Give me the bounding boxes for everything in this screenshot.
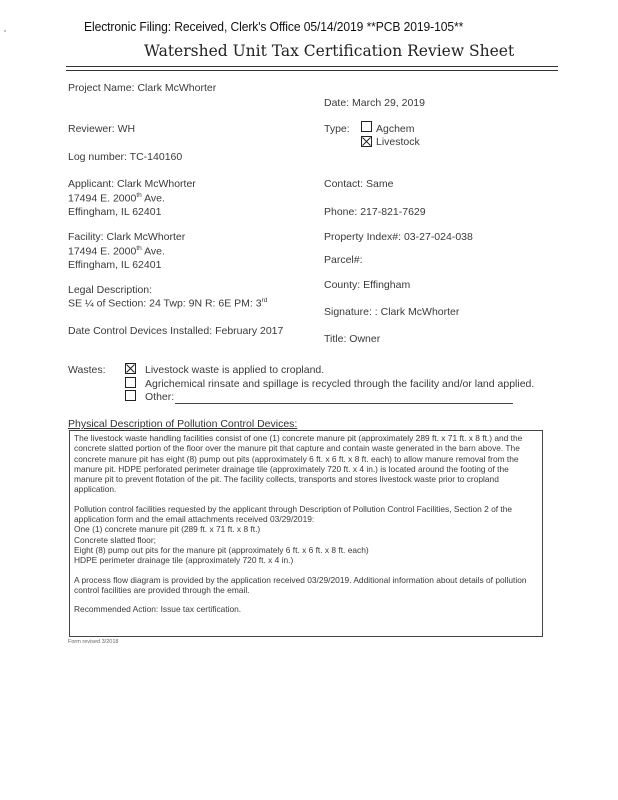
description-paragraph: A process flow diagram is provided by the application received 03/29/2019. Additional information about details of pollution control facilities are provided through the email.	[74, 574, 527, 595]
form-title: Watershed Unit Tax Certification Review Sheet	[144, 42, 515, 60]
form-revision-note: Form revised 3/2018	[68, 639, 119, 645]
description-paragraph: The livestock waste handling facilities consist of one (1) concrete manure pit (approximately 289 ft. x 71 ft. x 8 ft.) and the concrete slatted portion of the floor over the manure pit that capture and contain waste generated in the barn above. The concrete manure pit has eight (8) pump out pits (approximately 6 ft. x 6 ft. x 8 ft. each) to allow manure removal from the manure pit. HDPE perforated perimeter drainage tile (approximately 720 ft. x 4 in.) is located around the footing of the manure pit to prevent flotation of the pit. The facility collects, transports and stores livestock waste prior to cropland application.	[74, 433, 523, 495]
waste-other-label: Other:	[145, 391, 175, 403]
applicant-city: Effingham, IL 62401	[68, 206, 162, 218]
facility-city: Effingham, IL 62401	[68, 259, 162, 271]
legal-description-ordinal: rd	[261, 297, 268, 304]
applicant-street-ordinal: th	[136, 192, 142, 199]
signature: Signature: : Clark McWhorter	[324, 306, 460, 318]
project-name: Project Name: Clark McWhorter	[68, 82, 217, 94]
applicant-street: 17494 E. 2000th Ave.	[68, 192, 165, 205]
type-label: Type:	[324, 123, 350, 135]
physical-description-box	[69, 430, 543, 637]
scan-speck	[4, 30, 6, 32]
facility-street-ordinal: th	[136, 245, 142, 252]
check-x-icon	[362, 137, 371, 146]
agchem-label: Agchem	[376, 123, 415, 135]
other-fill-line	[175, 403, 513, 404]
livestock-checkbox[interactable]	[361, 136, 372, 147]
log-number: Log number: TC-140160	[68, 151, 183, 163]
description-item: HDPE perimeter drainage tile (approximately 720 ft. x 4 in.)	[74, 555, 294, 566]
property-index: Property Index#: 03-27-024-038	[324, 231, 473, 243]
contact: Contact: Same	[324, 178, 394, 190]
facility-name: Facility: Clark McWhorter	[68, 231, 186, 243]
reviewer: Reviewer: WH	[68, 123, 136, 135]
parcel: Parcel#:	[324, 254, 363, 266]
description-item: Concrete slatted floor;	[74, 534, 156, 545]
waste-agrichemical-label: Agrichemical rinsate and spillage is recycled through the facility and/or land applied.	[145, 378, 535, 390]
title-divider-top	[66, 66, 558, 67]
description-item: One (1) concrete manure pit (289 ft. x 71 ft. x 8 ft.)	[74, 524, 261, 535]
physical-description-label: Physical Description of Pollution Control Devices:	[68, 418, 298, 430]
description-item: Eight (8) pump out pits for the manure pit (approximately 6 ft. x 6 ft. x 8 ft. each)	[74, 544, 369, 555]
livestock-label: Livestock	[376, 136, 420, 148]
recommended-action: Recommended Action: Issue tax certification.	[74, 604, 242, 615]
facility-street: 17494 E. 2000th Ave.	[68, 245, 165, 258]
review-date: Date: March 29, 2019	[324, 97, 425, 109]
applicant-name: Applicant: Clark McWhorter	[68, 178, 196, 190]
waste-livestock-checkbox[interactable]	[125, 363, 136, 374]
date-installed: Date Control Devices Installed: February 2017	[68, 325, 284, 337]
legal-description: SE ¼ of Section: 24 Twp: 9N R: 6E PM: 3rd	[68, 297, 268, 310]
phone: Phone: 217-821-7629	[324, 206, 426, 218]
waste-other-checkbox[interactable]	[125, 390, 136, 401]
description-paragraph: Pollution control facilities requested by the applicant through Description of Pollution Control Facilities, Section 2 of the application form and the email attachments received 03/29/2019:	[74, 503, 513, 525]
waste-agrichemical-checkbox[interactable]	[125, 377, 136, 388]
county: County: Effingham	[324, 279, 411, 291]
check-x-icon	[126, 364, 135, 373]
legal-description-label: Legal Description:	[68, 284, 153, 296]
filing-stamp: Electronic Filing: Received, Clerk's Office 05/14/2019 **PCB 2019-105**	[84, 19, 464, 34]
wastes-label: Wastes:	[68, 364, 106, 376]
waste-livestock-label: Livestock waste is applied to cropland.	[145, 364, 325, 376]
title-field: Title: Owner	[324, 333, 381, 345]
title-divider-bottom	[66, 70, 558, 71]
agchem-checkbox[interactable]	[361, 121, 372, 132]
